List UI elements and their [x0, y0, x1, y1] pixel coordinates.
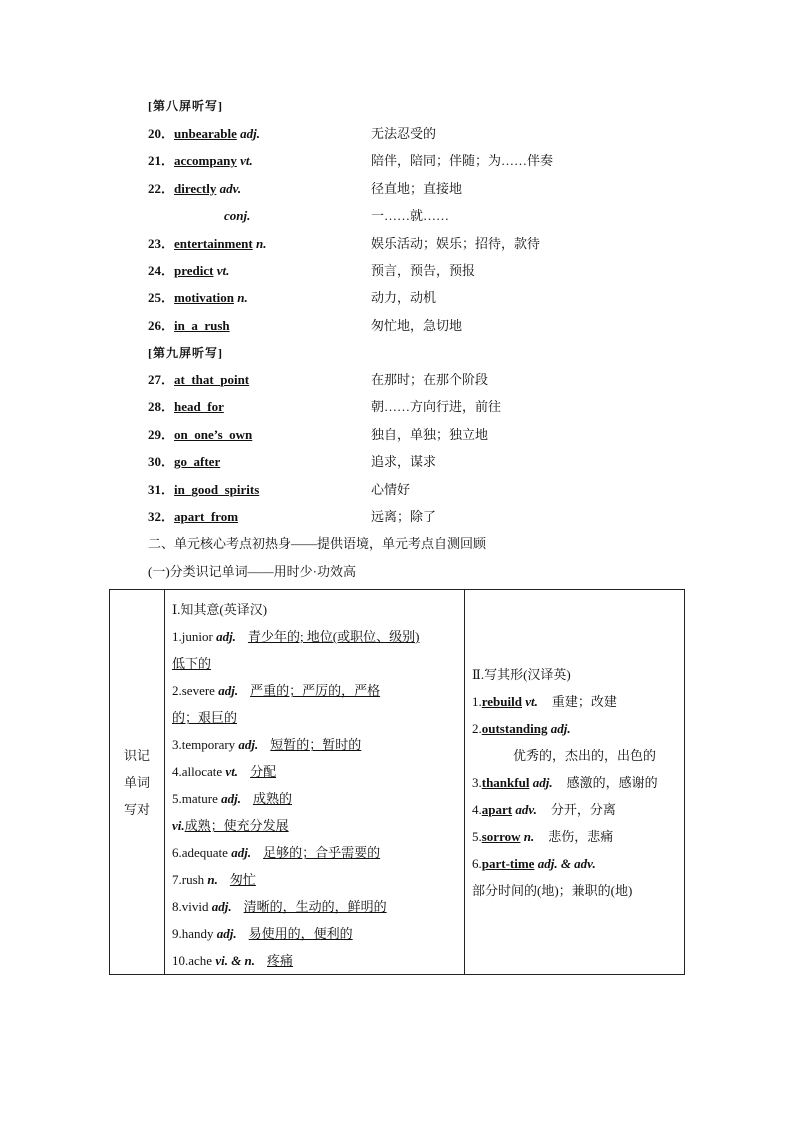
table-left-line — [165, 839, 464, 866]
entry-word: 9.handy — [172, 926, 214, 941]
vocab-pos: vt. — [236, 153, 253, 169]
entry-meaning: 悲伤，悲痛 — [548, 828, 614, 844]
vocab-meaning: 无法忍受的 — [371, 126, 437, 141]
vocab-row — [148, 287, 648, 309]
vocab-english — [148, 260, 229, 282]
vocab-pos: conj. — [224, 208, 251, 224]
entry-number: 6. — [472, 855, 482, 871]
vocab-row — [148, 260, 648, 282]
entry-number: 3. — [472, 774, 482, 790]
label-line: 写对 — [123, 801, 150, 817]
entry-number: 4. — [472, 801, 482, 817]
vocab-english — [148, 287, 248, 309]
entry-pos: adj. — [235, 737, 259, 752]
vocab-word: in_a_rush — [174, 317, 230, 333]
table-left-line — [165, 947, 464, 974]
entry-word: 4.allocate — [172, 764, 223, 779]
vocab-english — [148, 369, 249, 391]
vocab-english — [148, 315, 230, 337]
table-right-line — [465, 715, 684, 742]
vocab-number: 20． — [148, 126, 175, 141]
entry-word: part-time — [481, 855, 535, 871]
entry-pos: adj. — [214, 683, 239, 698]
entry-pos: adj. — [208, 899, 232, 914]
table-left-line — [165, 866, 464, 893]
table-right-line — [465, 769, 684, 796]
entry-word: outstanding — [481, 720, 548, 736]
vocab-english — [224, 205, 250, 227]
vocab-row — [148, 315, 648, 337]
entry-pos: vi. & n. — [212, 953, 256, 968]
vocab-word: in_good_spirits — [174, 481, 260, 497]
entry-meaning: 严重的；严厉的，严格 — [250, 683, 381, 698]
left-column-title: Ⅰ.知其意(英译汉) — [172, 602, 268, 617]
vocab-number: 21． — [148, 153, 175, 169]
entry-meaning: 部分时间的(地)；兼职的(地) — [472, 882, 633, 898]
entry-pos: n. — [204, 872, 218, 887]
entry-meaning: 分配 — [250, 764, 277, 779]
vocab-pos: n. — [252, 235, 267, 251]
vocab-word: at_that_point — [174, 372, 250, 387]
entry-meaning: 短暂的；暂时的 — [270, 737, 362, 752]
vocab-pos: adv. — [216, 180, 242, 196]
entry-word: 7.rush — [172, 872, 205, 887]
vocab-number: 30． — [148, 454, 175, 470]
vocab-english — [148, 123, 260, 145]
entry-meaning: 低下的 — [172, 656, 212, 671]
vocab-word: directly — [174, 180, 217, 196]
table-left-line — [165, 758, 464, 785]
entry-meaning: 重建；改建 — [551, 693, 617, 709]
entry-pos: vt. — [521, 693, 538, 709]
vocab-english — [148, 451, 220, 473]
vocab-english — [148, 479, 259, 501]
vocab-number: 27． — [148, 372, 175, 387]
table-right-line — [465, 850, 684, 877]
entry-meaning: 成熟；使充分发展 — [184, 818, 289, 833]
entry-number: 2. — [472, 720, 482, 736]
vocab-pos: n. — [233, 290, 248, 306]
vocab-number: 28． — [148, 399, 175, 415]
entry-meaning: 优秀的，杰出的，出色的 — [513, 747, 657, 763]
entry-word: 5.mature — [172, 791, 218, 806]
part2-heading: 二、单元核心考点初热身——提供语境，单元考点自测回顾 — [148, 536, 487, 551]
vocab-number: 29． — [148, 426, 175, 442]
vocab-meaning: 陪伴，陪同；伴随；为……伴奏 — [371, 153, 554, 169]
entry-meaning: 青少年的; 地位(或职位、级别) — [247, 629, 420, 644]
vocab-meaning: 朝……方向行进，前往 — [371, 399, 502, 415]
chinese-to-english-cell — [465, 590, 685, 975]
vocab-english — [148, 424, 252, 446]
right-column-title: Ⅱ.写其形(汉译英) — [472, 666, 571, 682]
table-right-line — [465, 688, 684, 715]
entry-meaning: 清晰的，生动的，鲜明的 — [243, 899, 387, 914]
vocab-word: apart_from — [174, 509, 239, 524]
entry-pos: vi. — [172, 818, 185, 833]
table-right-line — [465, 796, 684, 823]
entry-word: 6.adequate — [172, 845, 228, 860]
vocab-word: head_for — [174, 399, 224, 415]
vocab-word: motivation — [174, 290, 234, 306]
entry-pos: adj. — [213, 926, 237, 941]
vocab-english — [148, 178, 241, 200]
vocab-row — [148, 424, 648, 446]
vocab-row — [148, 233, 648, 255]
table-left-line — [165, 623, 464, 650]
vocab-row — [148, 178, 648, 200]
table-left-line — [165, 920, 464, 947]
vocab-meaning: 径直地；直接地 — [371, 180, 463, 196]
vocab-word: on_one’s_own — [174, 426, 253, 442]
vocab-number: 23． — [148, 235, 175, 251]
entry-pos: adj. — [529, 774, 553, 790]
vocab-meaning: 匆忙地，急切地 — [371, 317, 463, 333]
entry-word: 10.ache — [172, 953, 213, 968]
entry-meaning: 成熟的 — [252, 791, 292, 806]
vocab-word: accompany — [174, 153, 237, 169]
vocab-meaning: 追求，谋求 — [371, 454, 437, 470]
vocab-english — [148, 233, 266, 255]
entry-pos: adj. — [547, 720, 571, 736]
vocab-word: go_after — [174, 454, 221, 470]
entry-meaning: 易使用的，便利的 — [248, 926, 353, 941]
table-left-line — [165, 893, 464, 920]
vocab-word: entertainment — [174, 235, 253, 251]
vocab-english — [148, 506, 238, 528]
vocab-meaning: 心情好 — [371, 481, 411, 497]
entry-number: 5. — [472, 828, 482, 844]
vocab-number: 22． — [148, 180, 175, 196]
vocab-english — [148, 396, 224, 418]
table-label-cell — [110, 590, 165, 975]
table-left-line — [165, 677, 464, 704]
vocab-row — [148, 479, 648, 501]
entry-word: 3.temporary — [172, 737, 236, 752]
entry-pos: adj. — [217, 791, 241, 806]
entry-meaning: 感激的，感谢的 — [566, 774, 658, 790]
entry-pos: adj. & adv. — [534, 855, 596, 871]
section-heading-9: [第九屏听写] — [148, 346, 223, 360]
entry-meaning: 疼痛 — [267, 953, 294, 968]
label-line: 单词 — [123, 774, 150, 790]
entry-word: sorrow — [481, 828, 521, 844]
entry-pos: n. — [520, 828, 535, 844]
entry-meaning: 足够的；合乎需要的 — [263, 845, 381, 860]
table-left-line — [165, 704, 464, 731]
entry-pos: vt. — [222, 764, 239, 779]
entry-number: 1. — [472, 693, 482, 709]
section-heading-8: [第八屏听写] — [148, 99, 223, 113]
vocab-number: 26． — [148, 317, 175, 333]
entry-word: 2.severe — [172, 683, 215, 698]
entry-meaning: 匆忙 — [229, 872, 256, 887]
table-right-line — [465, 823, 684, 850]
vocab-row — [148, 451, 648, 473]
entry-meaning: 的；艰巨的 — [172, 710, 238, 725]
entry-pos: adv. — [512, 801, 537, 817]
vocab-number: 31． — [148, 481, 175, 497]
entry-word: 1.junior — [172, 629, 213, 644]
vocab-english — [148, 150, 253, 172]
table-left-line — [165, 785, 464, 812]
english-to-chinese-cell — [165, 590, 465, 975]
vocab-pos: adj. — [236, 126, 260, 141]
vocab-word: predict — [174, 263, 214, 278]
entry-word: thankful — [481, 774, 530, 790]
table-left-line — [165, 731, 464, 758]
vocab-row — [148, 396, 648, 418]
vocab-row — [148, 506, 648, 528]
entry-pos: adj. — [227, 845, 252, 860]
vocab-meaning: 独自，单独；独立地 — [371, 426, 489, 442]
entry-word: 8.vivid — [172, 899, 209, 914]
vocab-meaning: 娱乐活动；娱乐；招待，款待 — [371, 235, 541, 251]
vocab-meaning: 动力，动机 — [371, 290, 437, 306]
entry-word: apart — [481, 801, 513, 817]
vocab-number: 32． — [148, 509, 175, 524]
table-right-line — [465, 877, 684, 904]
entry-pos: adj. — [212, 629, 236, 644]
entry-meaning: 分开，分离 — [550, 801, 616, 817]
table-right-line — [465, 742, 684, 769]
label-line: 识记 — [123, 747, 150, 763]
table-left-line — [165, 812, 464, 839]
vocab-row — [148, 205, 648, 227]
vocab-row — [148, 150, 648, 172]
entry-word: rebuild — [481, 693, 522, 709]
vocab-table — [109, 589, 685, 975]
vocab-row — [148, 369, 648, 391]
part2-subheading: (一)分类识记单词——用时少·功效高 — [148, 564, 356, 579]
table-left-line — [165, 650, 464, 677]
vocab-number: 25． — [148, 290, 175, 306]
vocab-row — [148, 123, 648, 145]
vocab-word: unbearable — [174, 126, 237, 141]
vocab-meaning: 预言，预告，预报 — [371, 263, 476, 278]
vocab-pos: vt. — [213, 263, 230, 278]
vocab-meaning: 一……就…… — [371, 208, 450, 224]
vocab-meaning: 在那时；在那个阶段 — [371, 372, 489, 387]
vocab-number: 24． — [148, 263, 175, 278]
vocab-meaning: 远离；除了 — [371, 509, 437, 524]
